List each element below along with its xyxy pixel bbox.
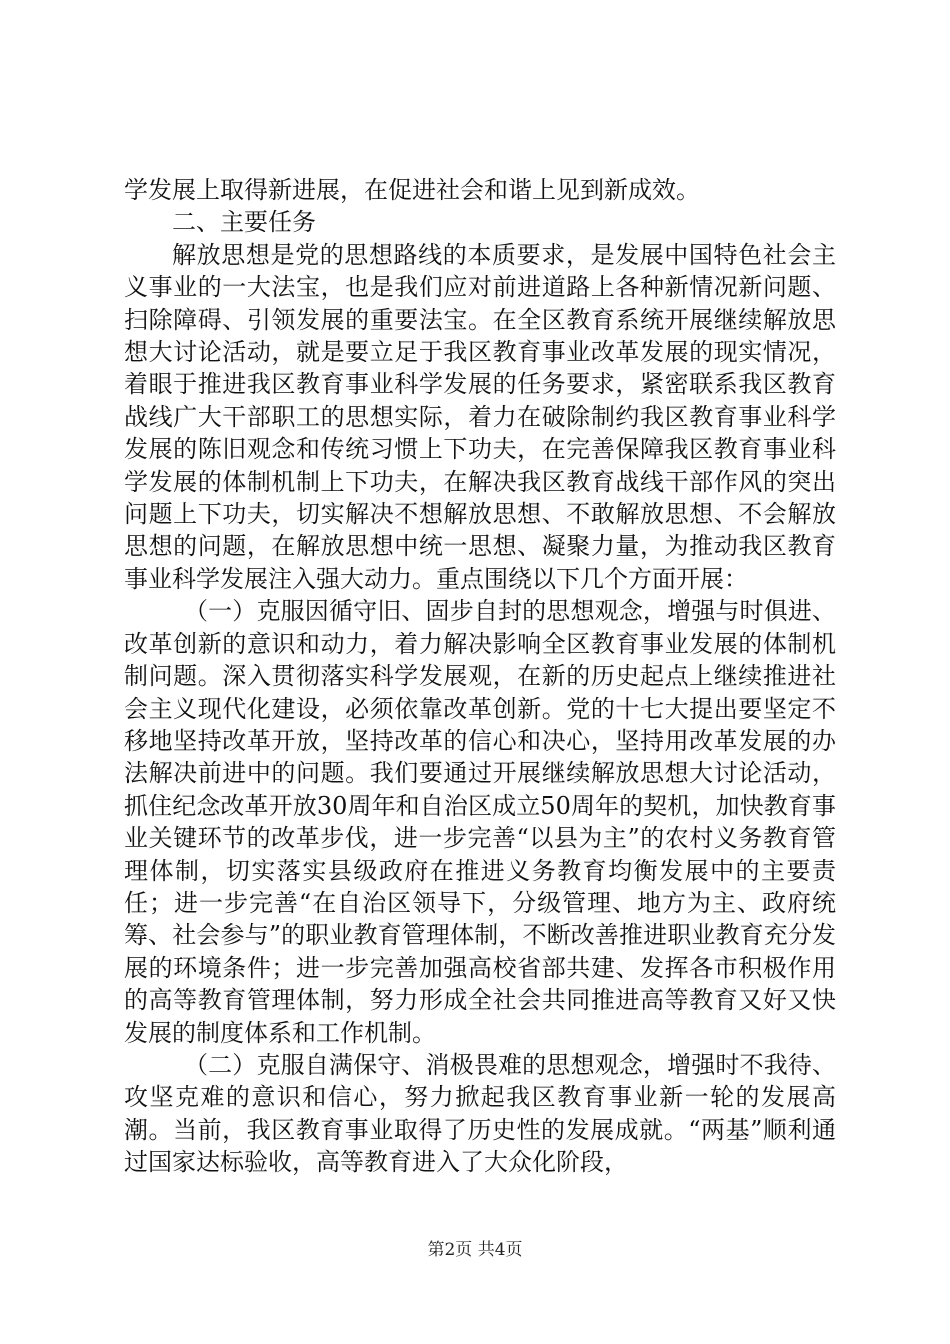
- section-heading: 二、主要任务: [172, 208, 316, 237]
- paragraph-item-2: （二）克服自满保守、消极畏难的思想观念，增强时不我待、攻坚克难的意识和信心，努力掀起我区教育事业新一轮的发展高潮。当前，我区教育事业取得了历史性的发展成就。“两基”顺利通过国家达标验收，高等教育进入了大众化阶段，: [124, 1050, 836, 1177]
- paragraph-continuation: 学发展上取得新进展，在促进社会和谐上见到新成效。: [124, 176, 700, 204]
- paragraph-item-1: （一）克服因循守旧、固步自封的思想观念，增强与时俱进、改革创新的意识和动力，着力解决影响全区教育事业发展的体制机制问题。深入贯彻落实科学发展观，在新的历史起点上继续推进社会主义现代化建设，必须依靠改革创新。党的十七大提出要坚定不移地坚持改革开放，坚持改革的信心和决心，坚持用改革发展的办法解决前进中的问题。我们要通过开展继续解放思想大讨论活动，抓住纪念改革开放30周年和自治区成立50周年的契机，加快教育事业关键环节的改革步伐，进一步完善“以县为主”的农村义务教育管理体制，切实落实县级政府在推进义务教育均衡发展中的主要责任；进一步完善“在自治区领导下，分级管理、地方为主、政府统筹、社会参与”的职业教育管理体制，不断改善推进职业教育充分发展的环境条件；进一步完善加强高校省部共建、发挥各市积极作用的高等教育管理体制，努力形成全社会共同推进高等教育又好又快发展的制度体系和工作机制。: [124, 597, 836, 1047]
- page-number-footer: 第2页 共4页: [427, 1240, 523, 1260]
- paragraph-main-tasks: 解放思想是党的思想路线的本质要求，是发展中国特色社会主义事业的一大法宝，也是我们应对前进道路上各种新情况新问题、扫除障碍、引领发展的重要法宝。在全区教育系统开展继续解放思想大讨论活动，就是要立足于我区教育事业改革发展的现实情况，着眼于推进我区教育事业科学发展的任务要求，紧密联系我区教育战线广大干部职工的思想实际，着力在破除制约我区教育事业科学发展的陈旧观念和传统习惯上下功夫，在完善保障我区教育事业科学发展的体制机制上下功夫，在解决我区教育战线干部作风的突出问题上下功夫，切实解决不想解放思想、不敢解放思想、不会解放思想的问题，在解放思想中统一思想、凝聚力量，为推动我区教育事业科学发展注入强大动力。重点围绕以下几个方面开展：: [124, 240, 836, 593]
- document-body: [124, 174, 836, 1179]
